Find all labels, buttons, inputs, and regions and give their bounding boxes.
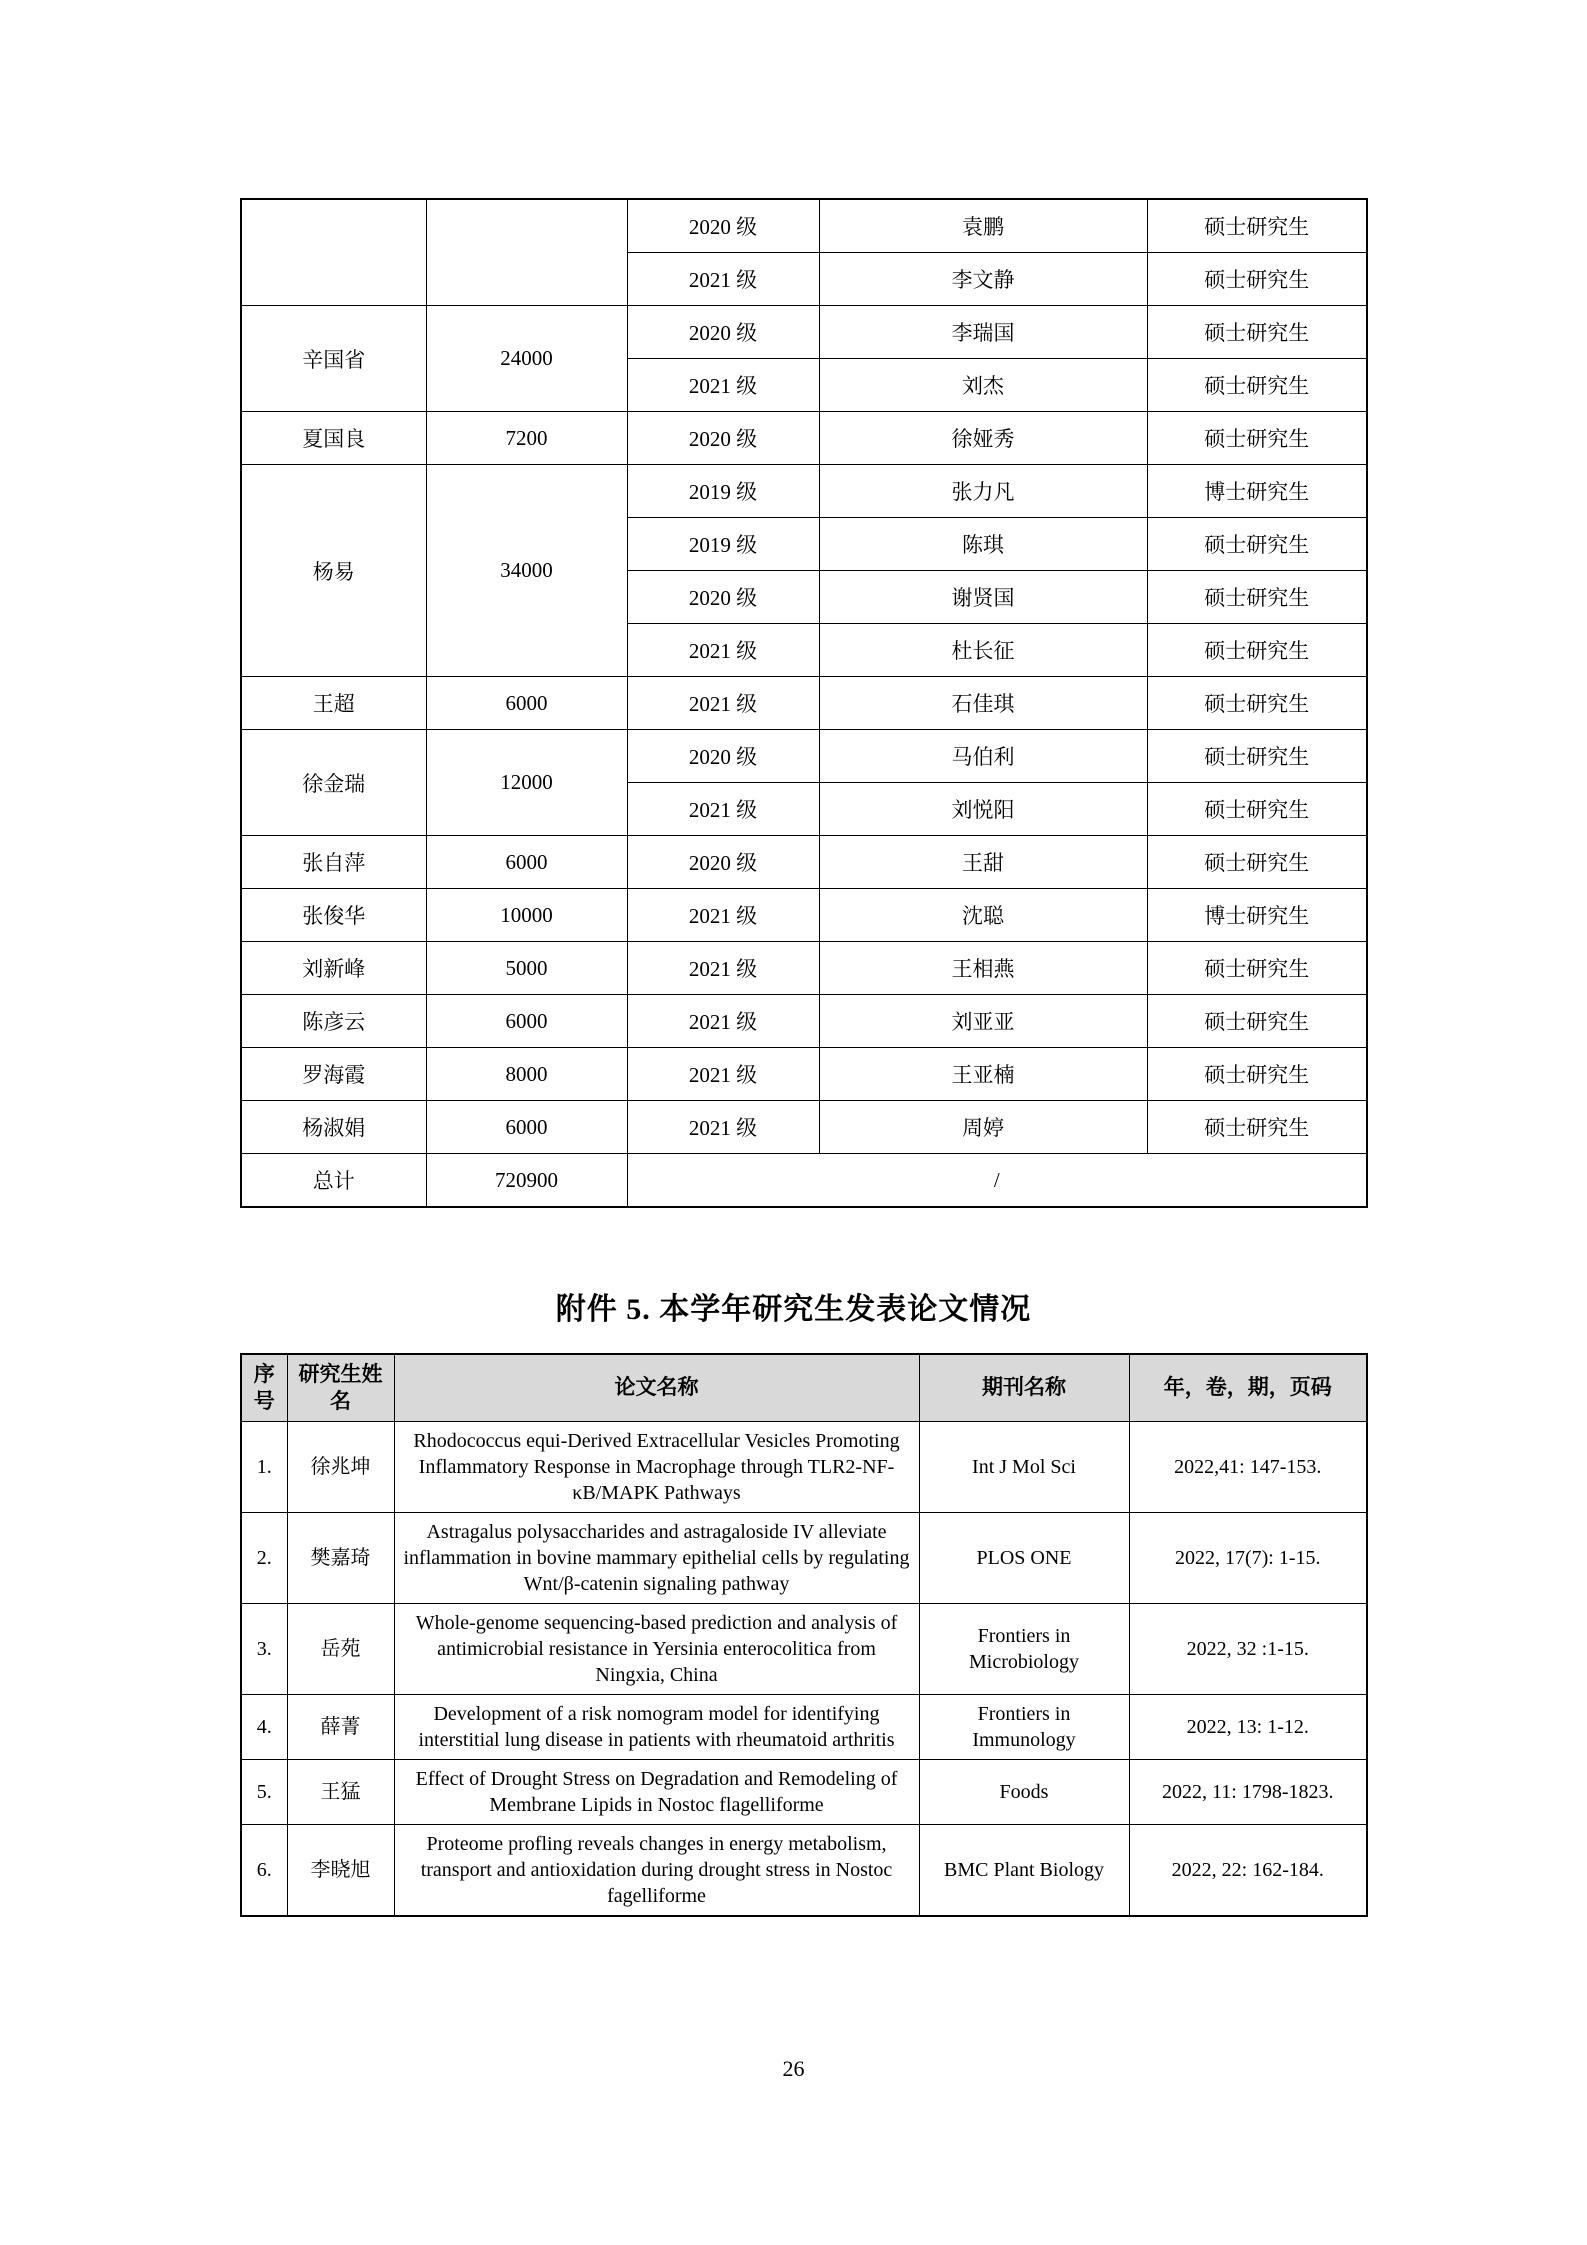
grade-cell: 2021 级 — [627, 783, 819, 836]
paper-row — [241, 1695, 1367, 1760]
paper-journal-cell: BMC Plant Biology — [919, 1825, 1129, 1917]
amount-cell: 10000 — [426, 889, 627, 942]
paper-row — [241, 1422, 1367, 1513]
funding-row — [241, 836, 1367, 889]
student-name-cell: 陈琪 — [819, 518, 1147, 571]
paper-citation-cell: 2022, 13: 1-12. — [1129, 1695, 1367, 1760]
paper-row — [241, 1604, 1367, 1695]
paper-student-cell: 薛菁 — [287, 1695, 394, 1760]
student-type-cell: 硕士研究生 — [1147, 199, 1367, 253]
paper-citation-cell: 2022,41: 147-153. — [1129, 1422, 1367, 1513]
paper-title-cell: Proteome profling reveals changes in energy metabolism, transport and antioxidation during drought stress in Nostoc fagelliforme — [394, 1825, 919, 1917]
paper-journal-cell: Int J Mol Sci — [919, 1422, 1129, 1513]
student-name-cell: 李瑞国 — [819, 306, 1147, 359]
paper-title-cell: Development of a risk nomogram model for identifying interstitial lung disease in patients with rheumatoid arthritis — [394, 1695, 919, 1760]
grade-cell: 2021 级 — [627, 995, 819, 1048]
funding-row — [241, 1048, 1367, 1101]
student-type-cell: 硕士研究生 — [1147, 518, 1367, 571]
total-label-cell: 总计 — [241, 1154, 426, 1208]
student-type-cell: 博士研究生 — [1147, 889, 1367, 942]
paper-student-cell: 李晓旭 — [287, 1825, 394, 1917]
papers-table-head — [241, 1354, 1367, 1422]
papers-header-cell: 年，卷，期，页码 — [1129, 1354, 1367, 1422]
student-type-cell: 硕士研究生 — [1147, 253, 1367, 306]
grade-cell: 2020 级 — [627, 199, 819, 253]
total-amount-cell: 720900 — [426, 1154, 627, 1208]
teacher-name-cell: 徐金瑞 — [241, 730, 426, 836]
paper-index-cell: 1. — [241, 1422, 287, 1513]
paper-row — [241, 1825, 1367, 1917]
funding-row — [241, 730, 1367, 783]
student-type-cell: 硕士研究生 — [1147, 306, 1367, 359]
paper-journal-cell: PLOS ONE — [919, 1513, 1129, 1604]
teacher-name-cell: 杨淑娟 — [241, 1101, 426, 1154]
student-type-cell: 硕士研究生 — [1147, 783, 1367, 836]
funding-row — [241, 412, 1367, 465]
paper-student-cell: 王猛 — [287, 1760, 394, 1825]
paper-citation-cell: 2022, 22: 162-184. — [1129, 1825, 1367, 1917]
paper-journal-cell: Frontiers in Microbiology — [919, 1604, 1129, 1695]
paper-citation-cell: 2022, 32 :1-15. — [1129, 1604, 1367, 1695]
amount-cell: 12000 — [426, 730, 627, 836]
grade-cell: 2020 级 — [627, 412, 819, 465]
funding-row — [241, 995, 1367, 1048]
paper-citation-cell: 2022, 17(7): 1-15. — [1129, 1513, 1367, 1604]
grade-cell: 2021 级 — [627, 359, 819, 412]
paper-row — [241, 1760, 1367, 1825]
student-type-cell: 博士研究生 — [1147, 465, 1367, 518]
teacher-name-cell: 辛国省 — [241, 306, 426, 412]
paper-title-cell: Whole-genome sequencing-based prediction and analysis of antimicrobial resistance in Yersinia enterocolitica from Ningxia, China — [394, 1604, 919, 1695]
funding-table-body — [241, 199, 1367, 1207]
paper-student-cell: 徐兆坤 — [287, 1422, 394, 1513]
student-type-cell: 硕士研究生 — [1147, 359, 1367, 412]
student-name-cell: 张力凡 — [819, 465, 1147, 518]
amount-cell: 6000 — [426, 1101, 627, 1154]
student-type-cell: 硕士研究生 — [1147, 571, 1367, 624]
teacher-name-cell — [241, 199, 426, 306]
grade-cell: 2021 级 — [627, 677, 819, 730]
attachment-heading: 附件 5. 本学年研究生发表论文情况 — [555, 1293, 1032, 1326]
paper-student-cell: 岳苑 — [287, 1604, 394, 1695]
student-name-cell: 刘亚亚 — [819, 995, 1147, 1048]
papers-header-cell: 期刊名称 — [919, 1354, 1129, 1422]
student-name-cell: 李文静 — [819, 253, 1147, 306]
student-name-cell: 袁鹏 — [819, 199, 1147, 253]
papers-table — [240, 1353, 1368, 1917]
student-name-cell: 王甜 — [819, 836, 1147, 889]
papers-header-cell: 研究生姓名 — [287, 1354, 394, 1422]
grade-cell: 2021 级 — [627, 942, 819, 995]
paper-journal-cell: Foods — [919, 1760, 1129, 1825]
funding-table — [240, 198, 1368, 1208]
paper-title-cell: Astragalus polysaccharides and astragaloside IV alleviate inflammation in bovine mammary epithelial cells by regulating Wnt/β-catenin signaling pathway — [394, 1513, 919, 1604]
funding-row — [241, 199, 1367, 253]
teacher-name-cell: 夏国良 — [241, 412, 426, 465]
papers-table-body — [241, 1422, 1367, 1917]
paper-index-cell: 5. — [241, 1760, 287, 1825]
teacher-name-cell: 张俊华 — [241, 889, 426, 942]
funding-row — [241, 1101, 1367, 1154]
student-name-cell: 马伯利 — [819, 730, 1147, 783]
funding-total-row — [241, 1154, 1367, 1208]
grade-cell: 2021 级 — [627, 1101, 819, 1154]
student-type-cell: 硕士研究生 — [1147, 995, 1367, 1048]
student-type-cell: 硕士研究生 — [1147, 1048, 1367, 1101]
funding-row — [241, 942, 1367, 995]
student-name-cell: 徐娅秀 — [819, 412, 1147, 465]
paper-journal-cell: Frontiers in Immunology — [919, 1695, 1129, 1760]
amount-cell: 6000 — [426, 995, 627, 1048]
grade-cell: 2019 级 — [627, 518, 819, 571]
teacher-name-cell: 刘新峰 — [241, 942, 426, 995]
student-type-cell: 硕士研究生 — [1147, 412, 1367, 465]
funding-row — [241, 889, 1367, 942]
papers-header-cell: 论文名称 — [394, 1354, 919, 1422]
amount-cell: 6000 — [426, 677, 627, 730]
teacher-name-cell: 罗海霞 — [241, 1048, 426, 1101]
student-name-cell: 周婷 — [819, 1101, 1147, 1154]
grade-cell: 2020 级 — [627, 836, 819, 889]
paper-title-cell: Effect of Drought Stress on Degradation and Remodeling of Membrane Lipids in Nostoc flagelliforme — [394, 1760, 919, 1825]
papers-header-row — [241, 1354, 1367, 1422]
paper-citation-cell: 2022, 11: 1798-1823. — [1129, 1760, 1367, 1825]
funding-row — [241, 677, 1367, 730]
student-name-cell: 王相燕 — [819, 942, 1147, 995]
student-type-cell: 硕士研究生 — [1147, 624, 1367, 677]
grade-cell: 2019 级 — [627, 465, 819, 518]
page-number: 26 — [782, 2056, 805, 2081]
papers-header-cell: 序号 — [241, 1354, 287, 1422]
student-type-cell: 硕士研究生 — [1147, 677, 1367, 730]
grade-cell: 2021 级 — [627, 889, 819, 942]
grade-cell: 2021 级 — [627, 1048, 819, 1101]
student-type-cell: 硕士研究生 — [1147, 942, 1367, 995]
amount-cell: 8000 — [426, 1048, 627, 1101]
grade-cell: 2020 级 — [627, 306, 819, 359]
paper-row — [241, 1513, 1367, 1604]
amount-cell: 24000 — [426, 306, 627, 412]
grade-cell: 2020 级 — [627, 730, 819, 783]
student-name-cell: 沈聪 — [819, 889, 1147, 942]
student-name-cell: 杜长征 — [819, 624, 1147, 677]
student-type-cell: 硕士研究生 — [1147, 730, 1367, 783]
student-type-cell: 硕士研究生 — [1147, 1101, 1367, 1154]
paper-index-cell: 4. — [241, 1695, 287, 1760]
amount-cell: 7200 — [426, 412, 627, 465]
funding-row — [241, 306, 1367, 359]
student-name-cell: 刘悦阳 — [819, 783, 1147, 836]
teacher-name-cell: 陈彦云 — [241, 995, 426, 1048]
student-name-cell: 王亚楠 — [819, 1048, 1147, 1101]
amount-cell: 5000 — [426, 942, 627, 995]
student-name-cell: 刘杰 — [819, 359, 1147, 412]
amount-cell: 34000 — [426, 465, 627, 677]
paper-index-cell: 2. — [241, 1513, 287, 1604]
teacher-name-cell: 张自萍 — [241, 836, 426, 889]
amount-cell: 6000 — [426, 836, 627, 889]
student-name-cell: 谢贤国 — [819, 571, 1147, 624]
amount-cell — [426, 199, 627, 306]
grade-cell: 2021 级 — [627, 253, 819, 306]
paper-title-cell: Rhodococcus equi-Derived Extracellular Vesicles Promoting Inflammatory Response in Macrophage through TLR2-NF-κB/MAPK Pathways — [394, 1422, 919, 1513]
student-type-cell: 硕士研究生 — [1147, 836, 1367, 889]
funding-row — [241, 465, 1367, 518]
teacher-name-cell: 杨易 — [241, 465, 426, 677]
paper-index-cell: 6. — [241, 1825, 287, 1917]
paper-index-cell: 3. — [241, 1604, 287, 1695]
teacher-name-cell: 王超 — [241, 677, 426, 730]
paper-student-cell: 樊嘉琦 — [287, 1513, 394, 1604]
grade-cell: 2021 级 — [627, 624, 819, 677]
grade-cell: 2020 级 — [627, 571, 819, 624]
student-name-cell: 石佳琪 — [819, 677, 1147, 730]
total-rest-cell: / — [627, 1154, 1367, 1208]
